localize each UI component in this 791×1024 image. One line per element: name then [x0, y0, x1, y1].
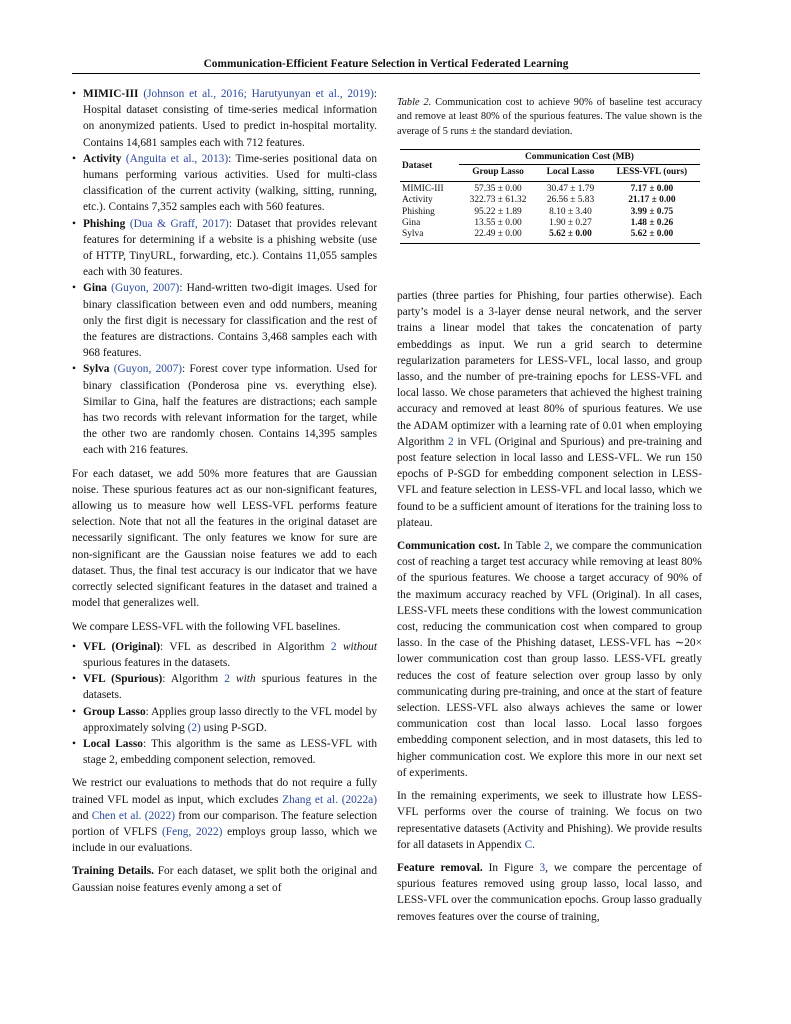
- citation-link[interactable]: Chen et al. (2022): [91, 809, 175, 822]
- appendix-ref-link[interactable]: C: [524, 838, 533, 851]
- text: For each dataset, we split both the original and Gaussian noise features evenly among a set of: [72, 865, 377, 894]
- table-body: [400, 181, 700, 243]
- cell-group-lasso: 95.22 ± 1.89: [474, 206, 522, 217]
- dataset-name: Sylva: [83, 363, 110, 376]
- cell-dataset: Gina: [402, 217, 421, 228]
- dataset-desc: : Dataset that provides relevant features for determining if a website is a phishing website (use of HTTP, TinyURL, forwarding, etc.). Contains 11,055 samples each with 30 features.: [83, 217, 377, 279]
- table-row: [400, 195, 700, 206]
- dataset-desc: : Hand-written two-digit images. Used for binary classification between even and odd numbers, meaning only the first digit is necessary for classification and the rest of the features are distractions. Contains 3,468 samples each with 968 features.: [83, 282, 378, 360]
- table-row: [400, 181, 700, 195]
- cell-group-lasso: 13.55 ± 0.00: [474, 217, 522, 228]
- baseline-text: spurious features in the datasets.: [83, 673, 377, 702]
- text: .: [532, 838, 536, 851]
- citation-link[interactable]: (Anguita et al., 2013): [125, 152, 229, 165]
- citation-link[interactable]: (Dua & Graff, 2017): [129, 217, 229, 230]
- cell-less-vfl: 5.62 ± 0.00: [630, 229, 674, 240]
- citation-link[interactable]: Zhang et al. (2022a): [282, 793, 377, 806]
- dataset-desc: : Forest cover type information. Used for binary classification (Ponderosa pine vs. everything else). Similar to Gina, half the features are distractions; each sample has two records with relevant information for the target, while the other two are randomly chosen. Contains 14,395 samples each with 216 features.: [83, 363, 377, 457]
- col-header: LESS-VFL (ours): [616, 167, 688, 178]
- cell-group-lasso: 322.73 ± 61.32: [469, 195, 527, 206]
- emphasis: without: [342, 640, 377, 653]
- cell-local-lasso: 30.47 ± 1.79: [546, 183, 595, 194]
- baseline-text: : This algorithm is the same as LESS-VFL with stage 2, embedding component selection, removed.: [83, 737, 377, 767]
- algorithm-ref-link[interactable]: 2: [330, 640, 337, 653]
- cell-less-vfl: 21.17 ± 0.00: [628, 195, 676, 206]
- cell-less-vfl: 7.17 ± 0.00: [630, 183, 674, 194]
- baseline-name: VFL (Spurious): [83, 673, 163, 686]
- baseline-list: [72, 639, 377, 769]
- baseline-item: [72, 704, 377, 736]
- cell-dataset: Activity: [402, 195, 433, 206]
- citation-link[interactable]: (Johnson et al., 2016; Harutyunyan et al., 2019): [143, 88, 374, 100]
- communication-cost-table: [400, 149, 700, 244]
- paragraph-communication: [397, 538, 702, 781]
- cell-dataset: MIMIC-III: [402, 183, 444, 194]
- baseline-text: : Algorithm: [162, 673, 225, 686]
- paragraph-feature-removal: [397, 860, 702, 925]
- algorithm-ref-link[interactable]: 2: [224, 673, 230, 686]
- citation-link[interactable]: (Feng, 2022): [162, 825, 223, 838]
- baseline-text: spurious features in the datasets.: [83, 656, 231, 669]
- paragraph-remaining: [397, 788, 702, 853]
- caption-label: Table 2.: [397, 97, 432, 108]
- running-header: Communication-Efficient Feature Selection in Vertical Federated Learning: [203, 58, 569, 70]
- dataset-name: Gina: [83, 282, 107, 295]
- dataset-name: Phishing: [83, 217, 126, 230]
- cell-less-vfl: 3.99 ± 0.75: [630, 206, 674, 217]
- cell-local-lasso: 5.62 ± 0.00: [549, 229, 592, 240]
- dataset-desc: : Hospital dataset consisting of time-series medical information on anonymized patients. Used to predict in-hospital mortality. Contains 14,681 samples each with 712 features.: [83, 88, 378, 149]
- cell-local-lasso: 8.10 ± 3.40: [549, 206, 592, 217]
- citation-link[interactable]: (Guyon, 2007): [111, 282, 180, 295]
- text: from our comparison. The feature selection portion of VFLFS: [72, 809, 377, 838]
- figure-ref-link[interactable]: 3: [539, 861, 546, 874]
- table-block: [397, 96, 702, 244]
- text: In Figure: [482, 861, 540, 874]
- text: and: [72, 809, 92, 822]
- baseline-text: : Applies group lasso directly to the VFL model by approximately solving: [83, 705, 377, 734]
- text: In the remaining experiments, we seek to illustrate how LESS-VFL performs over the course of training. We focus on two representative datasets (Activity and Phishing). We provide results for all datasets in Appendix: [397, 790, 702, 851]
- baseline-name: Group Lasso: [83, 705, 146, 718]
- header-rule: [72, 73, 700, 74]
- table-caption: [397, 96, 702, 139]
- left-column: [72, 86, 377, 896]
- citation-link[interactable]: (Guyon, 2007): [113, 363, 183, 376]
- cell-dataset: Sylva: [402, 229, 424, 240]
- baseline-name: Local Lasso: [83, 737, 143, 750]
- dataset-item-phishing: [72, 216, 377, 281]
- paragraph-training: [72, 863, 377, 895]
- text: In Table: [500, 540, 544, 553]
- algorithm-ref-link[interactable]: 2: [448, 435, 454, 448]
- text: in VFL (Original and Spurious) and pre-training and post feature selection in local lasso and LESS-VFL. We run 150 epochs of P-SGD for embedding component selection in LESS-VFL and feature selection in LESS-VFL and local lasso, which we found to be a sufficient amount of iterations for the training loss to plateau.: [397, 435, 702, 529]
- text: We restrict our evaluations to methods that do not require a fully trained VFL model as input, which excludes: [72, 777, 377, 806]
- cell-group-lasso: 57.35 ± 0.00: [474, 183, 522, 194]
- emphasis: with: [236, 673, 256, 686]
- baseline-text: using P-SGD.: [200, 721, 267, 734]
- col-header: Group Lasso: [472, 167, 524, 178]
- baseline-item: [72, 671, 377, 703]
- dataset-item-activity: [72, 151, 377, 216]
- baseline-name: VFL (Original): [83, 640, 161, 653]
- text: employs group lasso, which we include in our evaluations.: [72, 825, 378, 855]
- caption-text: Communication cost to achieve 90% of baseline test accuracy and remove at least 80% of the spurious features. The value shown is the average of 5 runs ± the standard deviation.: [397, 97, 702, 137]
- table-row: [400, 207, 700, 218]
- col-header: Local Lasso: [546, 167, 595, 178]
- paragraph-restrict: [72, 775, 377, 856]
- cell-dataset: Phishing: [402, 206, 435, 217]
- cell-local-lasso: 26.56 ± 5.83: [546, 195, 595, 206]
- dataset-item-gina: [72, 280, 377, 361]
- cell-local-lasso: 1.90 ± 0.27: [549, 217, 592, 228]
- cell-group-lasso: 22.49 ± 0.00: [474, 229, 522, 240]
- table-row: [400, 229, 700, 243]
- baseline-item: [72, 736, 377, 768]
- paragraph-noise: For each dataset, we add 50% more features that are Gaussian noise. These spurious features act as our non-significant features, allowing us to measure how well LESS-VFL performs feature selection. Note that not all the features in the original dataset are necessarily significant. The only features we know for sure are non-significant are the Gaussian noise features we add to each dataset. Thus, the final test accuracy is our indicator that we have correctly selected significant features in the dataset and trained a model that generalizes well.: [72, 467, 377, 610]
- paragraph-parties: [397, 288, 702, 531]
- paragraph-heading: Communication cost.: [397, 540, 501, 553]
- dataset-list: [72, 86, 377, 459]
- col-header-dataset: Dataset: [402, 160, 433, 171]
- dataset-desc: : Time-series positional data on humans performing various activities. Used for multi-class classification of the current activity (walking, sitting, running, etc.). Contains 7,352 samples each with 560 features.: [83, 152, 378, 214]
- text: , we compare the communication cost of reaching a target test accuracy while removing at least 80% of the spurious features. We choose a target accuracy of 90% of the maximum accuracy reached by VFL (Original). In all cases, LESS-VFL meets these conditions with the lowest communication cost, reducing the communication cost when compared to group lasso. In the case of the Phishing dataset, LESS-VFL has ∼20× lower communication cost than group lasso. LESS-VFL greatly reduces the cost of feature selection over group lasso by only communicating during pre-training, and once at the start of feature selection. LESS-VFL also always achieves the same or lower communication cost than local lasso. Local lasso forgoes embedding component selection, and in most datasets, this led to higher communication cost. We explore this more in our next set of experiments.: [397, 540, 702, 779]
- cell-less-vfl: 1.48 ± 0.26: [630, 217, 674, 228]
- dataset-name: MIMIC-III: [83, 88, 139, 100]
- equation-ref-link[interactable]: (2): [187, 721, 201, 734]
- table-row: [400, 218, 700, 229]
- text: parties (three parties for Phishing, four parties otherwise). Each party’s model is a 3-layer dense neural network, and the server trains a linear model that takes the concatenation of party embeddings as input. We run a grid search to determine regularization parameters for LESS-VFL, local lasso, and group lasso, and the number of pre-training epochs for LESS-VFL and local lasso. We chose parameters that achieved the highest training accuracy and removed at least 80% of spurious features. We use the ADAM optimizer with a learning rate of 0.01 when employing Algorithm: [397, 290, 702, 448]
- dataset-item-mimic: [72, 86, 377, 151]
- paragraph-compare: We compare LESS-VFL with the following VFL baselines.: [72, 620, 341, 633]
- dataset-item-sylva: [72, 361, 377, 458]
- paragraph-heading: Feature removal.: [397, 861, 483, 874]
- baseline-text: : VFL as described in Algorithm: [160, 640, 331, 653]
- dataset-name: Activity: [83, 152, 122, 165]
- col-group-header: Communication Cost (MB): [459, 149, 700, 164]
- text: , we compare the percentage of spurious features removed using group lasso, local lasso, and LESS-VFL over the communication epochs. Group lasso gradually removes features over the course of training,: [397, 861, 702, 923]
- table-ref-link[interactable]: 2: [543, 540, 550, 553]
- right-column: [397, 288, 702, 925]
- paragraph-heading: Training Details.: [72, 865, 154, 878]
- baseline-item: [72, 639, 377, 671]
